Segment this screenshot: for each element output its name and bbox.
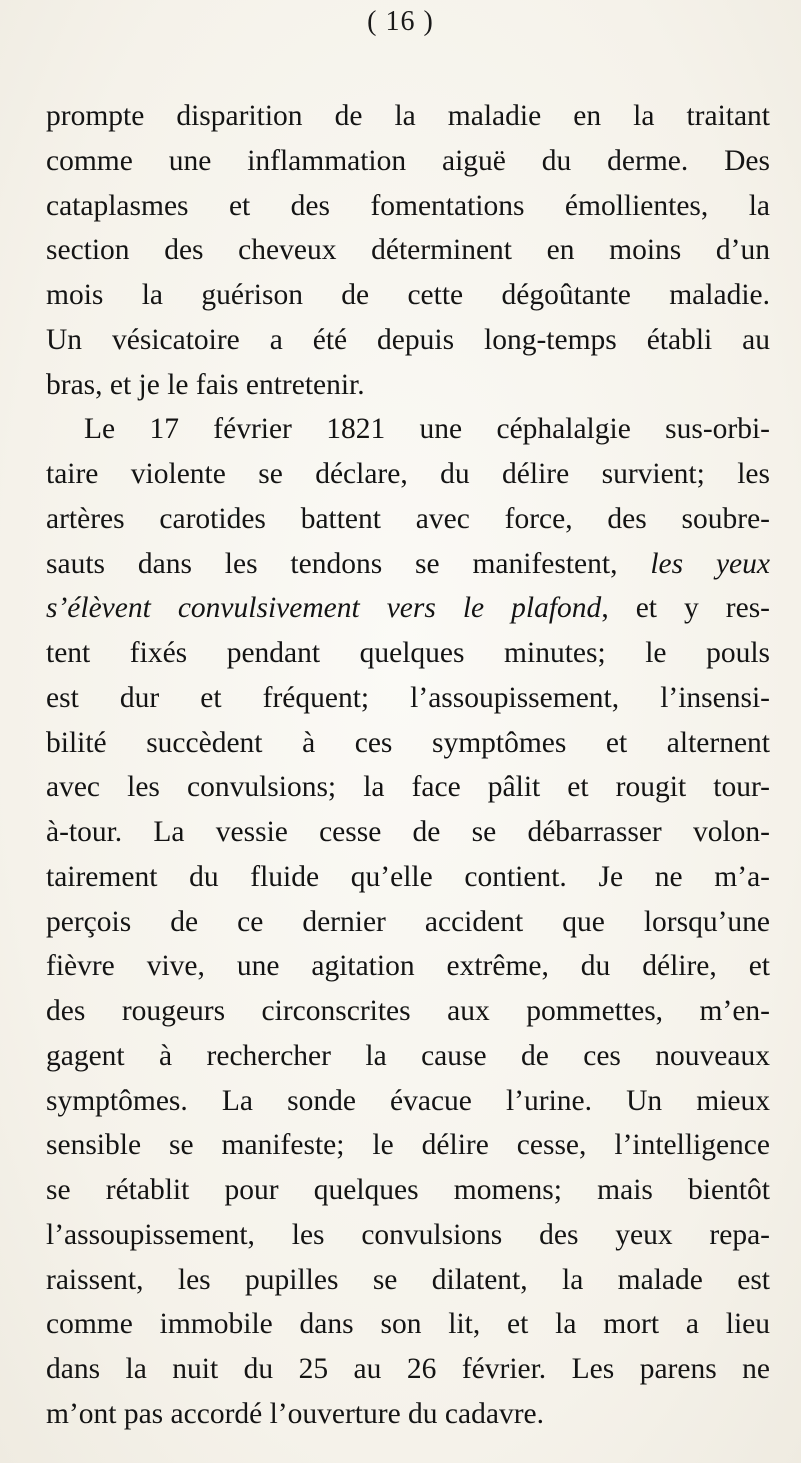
text-line: Le 17 février 1821 une céphalalgie sus-orbi-: [84, 413, 770, 446]
text-line: avec les convulsions; la face pâlit et rougit tour-: [46, 771, 770, 804]
text-fragment: , et y res-: [601, 592, 770, 625]
text-line: est dur et fréquent; l’assoupissement, l’insensi-: [46, 681, 770, 714]
text-line-mixed: [46, 589, 770, 627]
text-line: dans la nuit du 25 au 26 février. Les parens ne: [46, 1353, 770, 1386]
text-line: comme une inflammation aiguë du derme. Des: [46, 144, 770, 177]
text-line: mois la guérison de cette dégoûtante maladie.: [46, 279, 770, 312]
text-line: section des cheveux déterminent en moins d’un: [46, 234, 770, 267]
text-line: fièvre vive, une agitation extrême, du délire, et: [46, 950, 770, 983]
text-line: bilité succèdent à ces symptômes et alternent: [46, 726, 770, 759]
text-line: tairement du fluide qu’elle contient. Je ne m’a-: [46, 860, 770, 893]
text-line: m’ont pas accordé l’ouverture du cadavre.: [46, 1398, 544, 1430]
text-line: sensible se manifeste; le délire cesse, l’intelligence: [46, 1129, 770, 1162]
text-line: taire violente se déclare, du délire survient; les: [46, 458, 770, 491]
text-line: artères carotides battent avec force, des soubre-: [46, 502, 770, 535]
text-line: prompte disparition de la maladie en la traitant: [46, 100, 770, 132]
text-line: tent fixés pendant quelques minutes; le pouls: [46, 637, 770, 670]
italic-fragment: s’élèvent convulsivement vers le plafond: [46, 592, 602, 625]
text-line: raissent, les pupilles se dilatent, la malade est: [46, 1263, 770, 1296]
text-line: cataplasmes et des fomentations émollientes, la: [46, 189, 770, 222]
text-fragment: sauts dans les tendons se manifestent,: [46, 547, 618, 580]
text-line: Un vésicatoire a été depuis long-temps établi au: [46, 323, 770, 356]
text-line: symptômes. La sonde évacue l’urine. Un mieux: [46, 1084, 770, 1117]
page-number: ( 16 ): [367, 6, 434, 37]
italic-fragment: les yeux: [650, 547, 770, 580]
text-line-mixed: [46, 545, 770, 583]
text-line: à-tour. La vessie cesse de se débarrasser volon-: [46, 816, 770, 849]
text-line: gagent à rechercher la cause de ces nouveaux: [46, 1039, 770, 1072]
text-line: l’assoupissement, les convulsions des yeux repa-: [46, 1218, 770, 1251]
text-line: bras, et je le fais entretenir.: [46, 368, 365, 401]
text-line: perçois de ce dernier accident que lorsqu’une: [46, 905, 770, 938]
text-line: comme immobile dans son lit, et la mort a lieu: [46, 1308, 770, 1341]
text-line: se rétablit pour quelques momens; mais bientôt: [46, 1174, 770, 1207]
text-line: des rougeurs circonscrites aux pommettes, m’en-: [46, 995, 770, 1028]
